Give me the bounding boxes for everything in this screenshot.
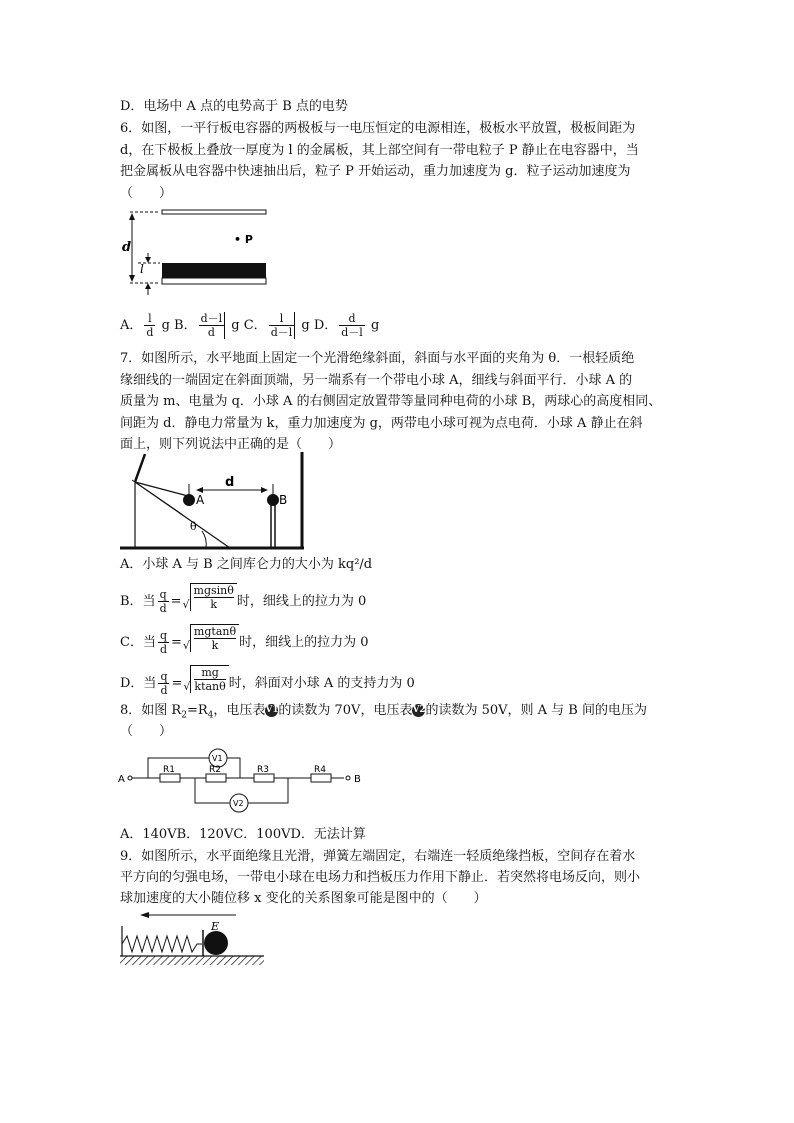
q8-sub-4: 4 <box>207 710 214 721</box>
q8-label-v1: V1 <box>212 754 223 763</box>
q8-label-a: A <box>118 774 125 785</box>
voltmeter-v1-icon: V1 <box>265 705 279 715</box>
q9-line-1: 9．如图所示，水平面绝缘且光滑，弹簧左端固定，右端连一轻质绝缘挡板，空间存在着水 <box>120 849 636 864</box>
q7-option-d: D．当 $\frac{q}{d}$ =√ $\frac{mg}{ktan\theta}$ 时，斜面对小球 A 的支持力为 0 <box>120 665 415 702</box>
q9-line-3: 球加速度的大小随位移 x 变化的关系图象可能是图中的（ ） <box>120 891 487 906</box>
q6-option-a-num: l <box>144 312 155 326</box>
q7-option-b-fraction <box>158 588 169 615</box>
q6-label-p: • P <box>234 233 253 246</box>
q7-option-d-suffix: 时，斜面对小球 A 的支持力为 0 <box>228 676 415 691</box>
q8-sub-2: 2 <box>181 710 187 721</box>
q9-line-2: 平方向的匀强电场，一带电小球在电场力和挡板压力作用下静止．若突然将电场反向，则小 <box>120 870 641 885</box>
q7-label-theta: θ <box>190 520 197 533</box>
q7-option-b-rad-top: mgsinθ <box>193 584 234 597</box>
q7-option-d-rad-bot: ktanθ <box>194 680 226 693</box>
q7-line-1: 7．如图所示，水平地面上固定一个光滑绝缘斜面，斜面与水平面的夹角为 θ．一根轻质绝 <box>120 351 635 366</box>
q7-incline-figure <box>118 452 308 554</box>
q6-line-4: （ ） <box>120 186 173 201</box>
q6-label-l: l <box>140 262 144 276</box>
q6-option-a-prefix: A． <box>120 318 143 333</box>
q8-line-1 <box>120 703 647 724</box>
q7-option-b-den: d <box>159 602 167 615</box>
q8-text-e: 的读数为 50V，则 A 与 B 间的电压为 <box>425 703 647 718</box>
q6-line-2: d，在下极板上叠放一厚度为 l 的金属板，其上部空间有一带电粒子 P 静止在电容器中，当 <box>120 143 639 158</box>
q8-label-r4: R4 <box>314 765 326 775</box>
q6-option-d-fraction <box>339 312 365 339</box>
q6-option-c-suffix: g D． <box>297 318 338 333</box>
q7-option-c-rad-top: mgtanθ <box>193 625 237 638</box>
q6-label-d: d <box>122 240 132 255</box>
q8-line-2: （ ） <box>120 724 173 739</box>
q6-option-a-suffix: g B． <box>157 318 197 333</box>
q7-option-b-prefix: B．当 <box>120 594 156 609</box>
q7-option-d-rad-top: mg <box>194 666 225 680</box>
q7-option-d-prefix: D．当 <box>120 676 157 691</box>
q7-option-d-den: d <box>160 684 168 697</box>
q7-option-d-fraction <box>158 670 169 697</box>
q7-option-c: C．当 $\frac{q}{d}$ =√ $\frac{mgtan\theta}{k}$ 时，细线上的拉力为 0 <box>120 624 369 661</box>
q8-label-r2: R2 <box>209 765 221 775</box>
q8-text-b: =R <box>186 703 208 718</box>
q7-option-b-num: q <box>159 588 167 601</box>
q7-label-a: A <box>196 493 205 507</box>
q6-option-c-num: l <box>269 312 295 326</box>
q7-option-c-suffix: 时，细线上的拉力为 0 <box>239 635 369 650</box>
q7-option-c-prefix: C．当 <box>120 635 156 650</box>
q8-text-c: ，电压表 <box>213 703 266 718</box>
q8-label-r1: R1 <box>163 765 175 775</box>
q8-label-r3: R3 <box>257 765 269 775</box>
voltmeter-v2-icon: V2 <box>412 705 426 715</box>
q7-option-b-sqrt: √ $\frac{mgsin\theta}{k}$ <box>183 583 237 620</box>
q7-option-b-rad-bot: k <box>210 598 218 611</box>
q6-option-a-den: d <box>146 326 154 339</box>
q7-line-2: 缘细线的一端固定在斜面顶端，另一端系有一个带电小球 A，细线与斜面平行．小球 A 的 <box>120 373 633 388</box>
q7-option-c-fraction <box>158 629 169 656</box>
q7-line-5: 面上，则下列说法中正确的是（ ） <box>120 437 342 452</box>
q7-option-b: B．当 $\frac{q}{d}$ =√ $\frac{mgsin\theta}{k}$ 时，细线上的拉力为 0 <box>120 583 366 620</box>
q7-label-d: d <box>225 475 235 490</box>
q6-option-a-fraction <box>144 312 155 339</box>
q7-option-c-sqrt: √ $\frac{mgtan\theta}{k}$ <box>183 624 239 661</box>
q6-option-b-num: d－l <box>200 312 223 325</box>
q6-option-b-suffix: g C． <box>227 318 267 333</box>
q7-option-c-den: d <box>159 643 167 656</box>
q8-label-v2: V2 <box>233 799 244 808</box>
q6-options <box>120 312 379 340</box>
q7-option-c-num: q <box>159 629 167 642</box>
q7-option-c-rad-bot: k <box>211 639 219 652</box>
q9-spring-figure <box>118 908 268 970</box>
q7-line-3: 质量为 m、电量为 q．小球 A 的右侧固定放置带等量同种电荷的小球 B，两球心的高度相同、 <box>120 394 662 409</box>
q6-line-1: 6．如图，一平行板电容器的两极板与一电压恒定的电源相连，极板水平放置，极板间距为 <box>120 121 636 136</box>
q7-option-d-num: q <box>160 670 168 683</box>
q6-option-c-den: d－l <box>270 326 293 339</box>
q5-option-d: D．电场中 A 点的电势高于 B 点的电势 <box>120 99 348 114</box>
q7-option-a: A．小球 A 与 B 之间库仑力的大小为 kq²/d <box>120 557 373 572</box>
q6-capacitor-figure <box>118 205 278 300</box>
q6-option-d-den: d－l <box>341 326 363 339</box>
q6-line-3: 把金属板从电容器中快速抽出后，粒子 P 开始运动，重力加速度为 g．粒子运动加速度为 <box>120 164 631 179</box>
q8-label-b: B <box>354 774 361 785</box>
q6-option-d-suffix: g <box>366 318 380 333</box>
q7-line-4: 间距为 d．静电力常量为 k，重力加速度为 g，两带电小球可视为点电荷．小球 A 静止在斜 <box>120 416 643 431</box>
q6-option-b-den: d <box>207 326 215 339</box>
q8-options: A．140VB．120VC．100VD．无法计算 <box>120 827 366 842</box>
q7-label-b: B <box>279 493 288 507</box>
q7-option-b-suffix: 时，细线上的拉力为 0 <box>236 594 367 609</box>
q9-label-e: E <box>211 920 220 933</box>
q6-option-b-fraction <box>199 312 226 339</box>
q7-option-d-sqrt: √ $\frac{mg}{ktan\theta}$ <box>183 665 228 702</box>
q6-option-d-num: d <box>339 312 365 326</box>
q8-text-a: 8．如图 R <box>120 703 182 718</box>
q8-circuit-figure <box>118 745 361 840</box>
q6-option-c-fraction <box>269 312 296 339</box>
q8-text-d: 的读数为 70V，电压表 <box>278 703 413 718</box>
